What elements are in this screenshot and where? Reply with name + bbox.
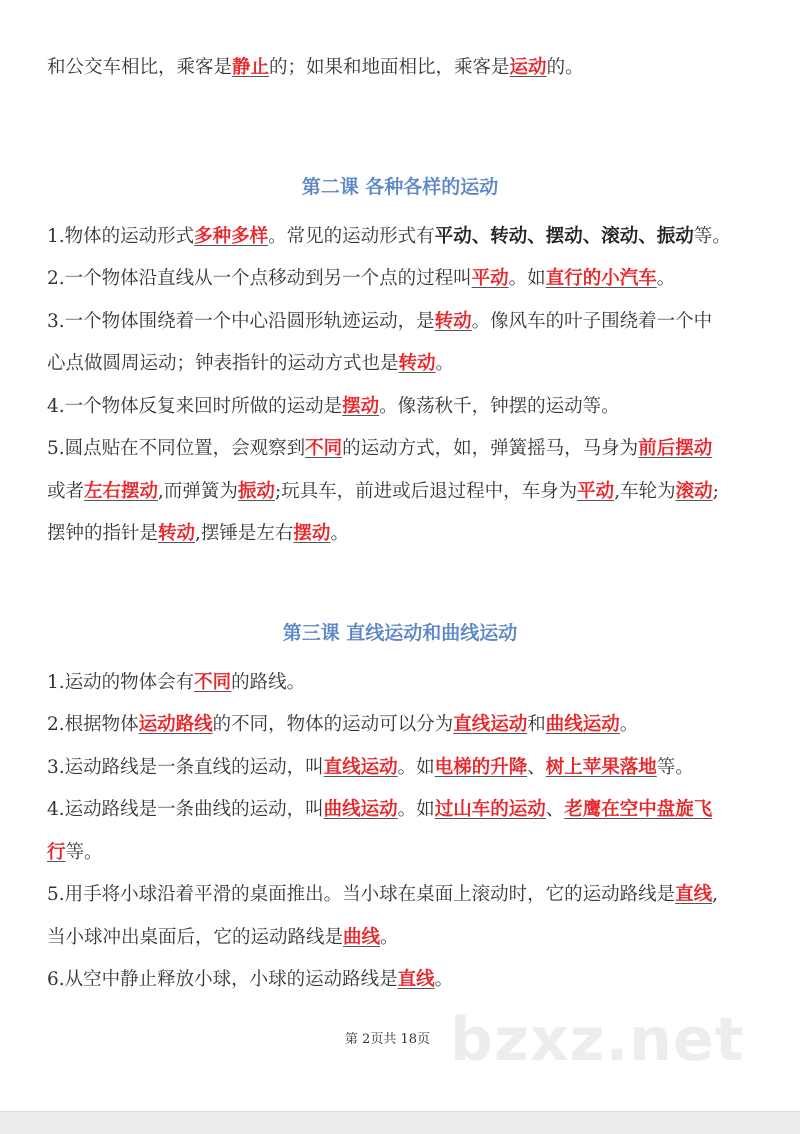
answer-highlight: 直线运动 [453,714,528,735]
text-segment: 2.一个物体沿直线从一个点移动到另一个点的过程叫 [47,268,472,289]
text-line [47,216,753,259]
answer-highlight: 过山车的运动 [434,799,546,820]
text-segment: 。 [619,714,639,735]
intro-paragraph [47,47,753,90]
text-segment: 的；如果和地面相比，乘客是 [269,57,510,78]
text-segment: 。 [380,926,399,948]
text-segment: 。如 [397,756,435,778]
answer-highlight: 老鹰在空中盘旋飞 [564,799,713,820]
text-line [47,343,753,386]
text-segment: ;玩具车，前进或后退过程中，车身为 [274,480,578,502]
text-segment: 、 [545,799,565,820]
text-segment: ,车轮为 [614,480,676,502]
answer-highlight: 直行的小汽车 [545,268,657,289]
text-line [47,471,753,514]
answer-highlight: 摆动 [293,523,331,544]
watermark: bzxz.net [450,1004,745,1075]
text-segment: 4.一个物体反复来回时所做的运动是 [47,395,343,417]
text-segment: 的路线。 [231,671,306,693]
answer-highlight: 多种多样 [194,225,269,247]
lesson2-body [47,216,753,556]
page-number: 第 2页共 18页 [344,1031,430,1047]
text-segment: 或者 [47,480,85,502]
text-segment: 2.根据物体 [47,714,139,735]
answer-highlight: 曲线运动 [323,799,398,820]
text-segment: 、 [527,756,546,778]
answer-highlight: 振动 [237,480,275,502]
text-segment: 1.运动的物体会有 [47,671,195,693]
text-segment: 当小球冲出桌面后，它的运动路线是 [47,926,344,948]
answer-highlight: 转动 [398,353,436,374]
answer-highlight: 不同 [194,671,232,693]
answer-highlight: 摆动 [342,395,380,417]
text-segment: 6.从空中静止释放小球，小球的运动路线是 [47,969,398,990]
answer-highlight: 静止 [232,57,270,78]
answer-highlight: 滚动 [675,480,713,502]
answer-highlight: 电梯的升降 [434,756,528,778]
text-segment: 。像荡秋千，钟摆的运动等。 [379,395,620,417]
text-line [47,301,753,344]
text-segment: 5.圆点贴在不同位置，会观察到 [47,438,306,459]
answer-highlight: 树上苹果落地 [545,756,657,778]
text-segment: 。如 [397,799,435,820]
answer-highlight: 前后摆动 [638,438,713,459]
text-line [47,47,753,90]
text-segment: 心点做圆周运动；钟表指针的运动方式也是 [47,353,399,374]
answer-highlight: 运动 [509,57,547,78]
text-line [47,428,753,471]
answer-highlight: 左右摆动 [84,480,159,502]
text-line [47,747,753,790]
text-segment: 。 [434,969,454,990]
text-line [47,386,753,429]
text-line [47,513,753,556]
text-line [47,832,753,875]
lesson2-heading: 第二课 各种各样的运动 [301,175,499,198]
text-segment: 。 [330,523,349,544]
answer-highlight: 直线运动 [323,756,398,778]
text-segment: 。 [656,268,676,289]
text-segment: 等。 [693,225,731,247]
text-line [47,959,753,1002]
text-segment: ,而弹簧为 [158,480,238,502]
text-segment: 等。 [65,841,103,863]
text-segment: 。如 [508,268,546,289]
answer-highlight: 转动 [158,523,196,544]
text-segment: 。像风车的叶子围绕着一个中 [471,310,713,332]
answer-highlight: 平动 [471,268,509,289]
text-line [47,704,753,747]
text-segment: 4.运动路线是一条曲线的运动，叫 [47,799,324,820]
text-segment: 的运动方式，如，弹簧摇马，马身为 [342,438,639,459]
text-segment: 的。 [546,57,584,78]
text-segment: 和公交车相比，乘客是 [47,57,233,78]
text-segment: ,摆锤是左右 [195,523,294,544]
text-line [47,874,753,917]
text-segment: ; [712,480,719,502]
answer-highlight: 直线 [675,884,713,905]
answer-highlight: 平动 [577,480,615,502]
answer-highlight: 曲线运动 [545,714,620,735]
text-segment: 的不同，物体的运动可以分为 [212,714,454,735]
answer-highlight: 直线 [397,969,435,990]
answer-highlight: 运动路线 [138,714,213,735]
answer-highlight: 转动 [434,310,472,332]
text-line [47,789,753,832]
text-line [47,662,753,705]
text-line [47,917,753,960]
answer-highlight: 曲线 [343,926,381,948]
text-segment: 3.运动路线是一条直线的运动，叫 [47,756,324,778]
text-segment: 1.物体的运动形式 [47,225,195,247]
bold-text: 平动、转动、摆动、滚动、振动 [434,225,694,247]
text-segment: 和 [527,714,546,735]
lesson3-heading: 第三课 直线运动和曲线运动 [282,621,518,644]
text-segment: 。 [435,353,455,374]
text-segment: 5.用手将小球沿着平滑的桌面推出。当小球在桌面上滚动时，它的运动路线是 [47,884,676,905]
text-segment: 。常见的运动形式有 [268,225,435,247]
text-segment: 3.一个物体围绕着一个中心沿圆形轨迹运动，是 [47,310,435,332]
text-segment: 等。 [656,756,694,778]
text-line [47,258,753,301]
page-separator [0,1111,800,1134]
answer-highlight: 行 [47,841,66,863]
answer-highlight: 不同 [305,438,343,459]
text-segment: 摆钟的指针是 [47,523,159,544]
text-segment: , [712,884,719,905]
lesson3-body [47,662,753,1002]
